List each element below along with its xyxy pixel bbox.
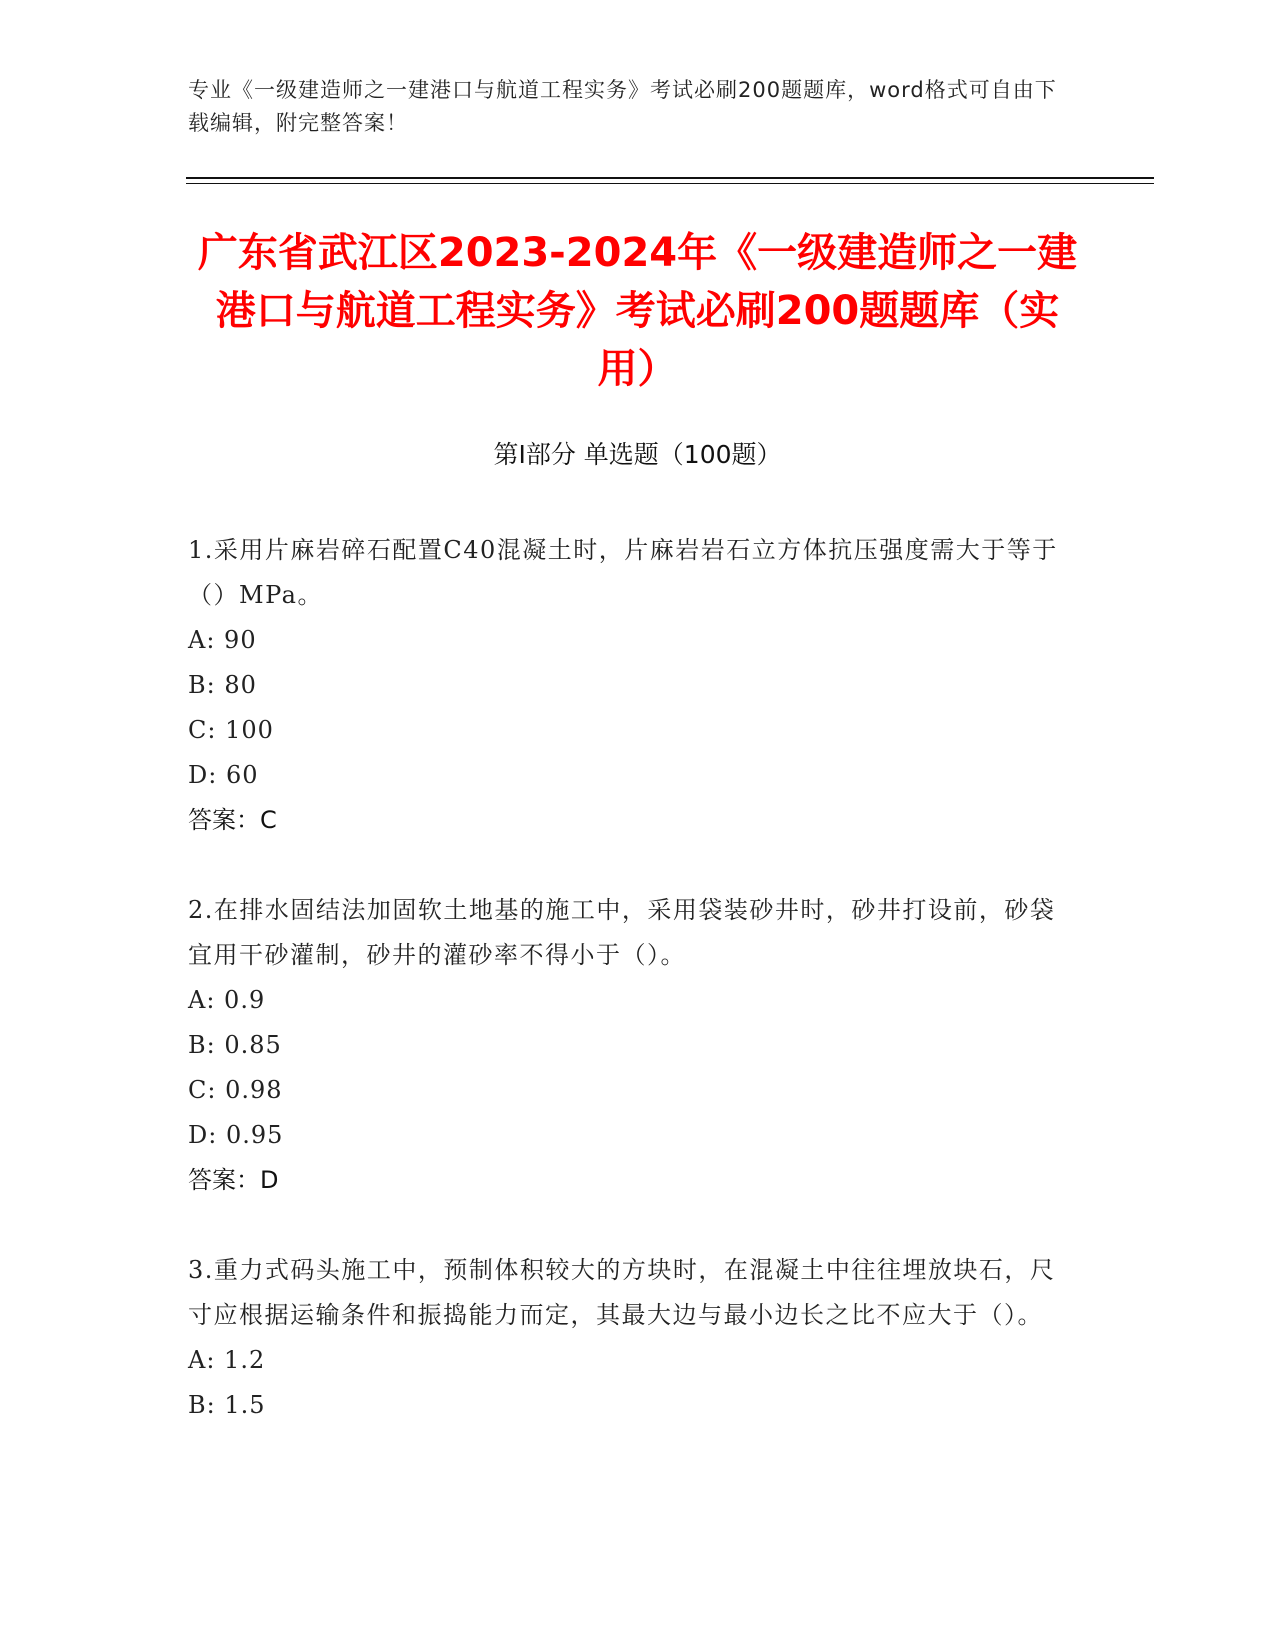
- answer: 答案：C: [188, 806, 277, 834]
- question-3: [188, 1248, 1068, 1428]
- option-a: A: 0.9: [188, 986, 266, 1014]
- option-d: D: 0.95: [188, 1121, 284, 1149]
- option-b: B: 80: [188, 671, 257, 699]
- option-d: D: 60: [188, 761, 259, 789]
- header-divider-thin: [186, 183, 1154, 184]
- option-b: B: 1.5: [188, 1391, 266, 1419]
- option-b: B: 0.85: [188, 1031, 282, 1059]
- question-stem: 3.重力式码头施工中，预制体积较大的方块时，在混凝土中往往埋放块石，尺寸应根据运输条件和振捣能力而定，其最大边与最小边长之比不应大于（）。: [188, 1256, 1056, 1329]
- answer: 答案：D: [188, 1166, 279, 1194]
- option-c: C: 100: [188, 716, 274, 744]
- document-title: 广东省武江区2023-2024年《一级建造师之一建港口与航道工程实务》考试必刷200题题库（实用）: [197, 230, 1078, 392]
- header-note: 专业《一级建造师之一建港口与航道工程实务》考试必刷200题题库，word格式可自由下载编辑，附完整答案！: [188, 78, 1057, 135]
- question-1: [188, 528, 1068, 843]
- header-divider-thick: [186, 177, 1154, 179]
- question-2: [188, 888, 1068, 1203]
- section-title: 第I部分 单选题（100题）: [493, 440, 782, 469]
- option-c: C: 0.98: [188, 1076, 283, 1104]
- question-list: [188, 528, 1068, 1473]
- option-a: A: 1.2: [188, 1346, 266, 1374]
- question-stem: 2.在排水固结法加固软土地基的施工中，采用袋装砂井时，砂井打设前，砂袋宜用干砂灌制，砂井的灌砂率不得小于（）。: [188, 896, 1056, 969]
- question-stem: 1.采用片麻岩碎石配置C40混凝土时，片麻岩岩石立方体抗压强度需大于等于（）MPa。: [188, 536, 1058, 609]
- option-a: A: 90: [188, 626, 257, 654]
